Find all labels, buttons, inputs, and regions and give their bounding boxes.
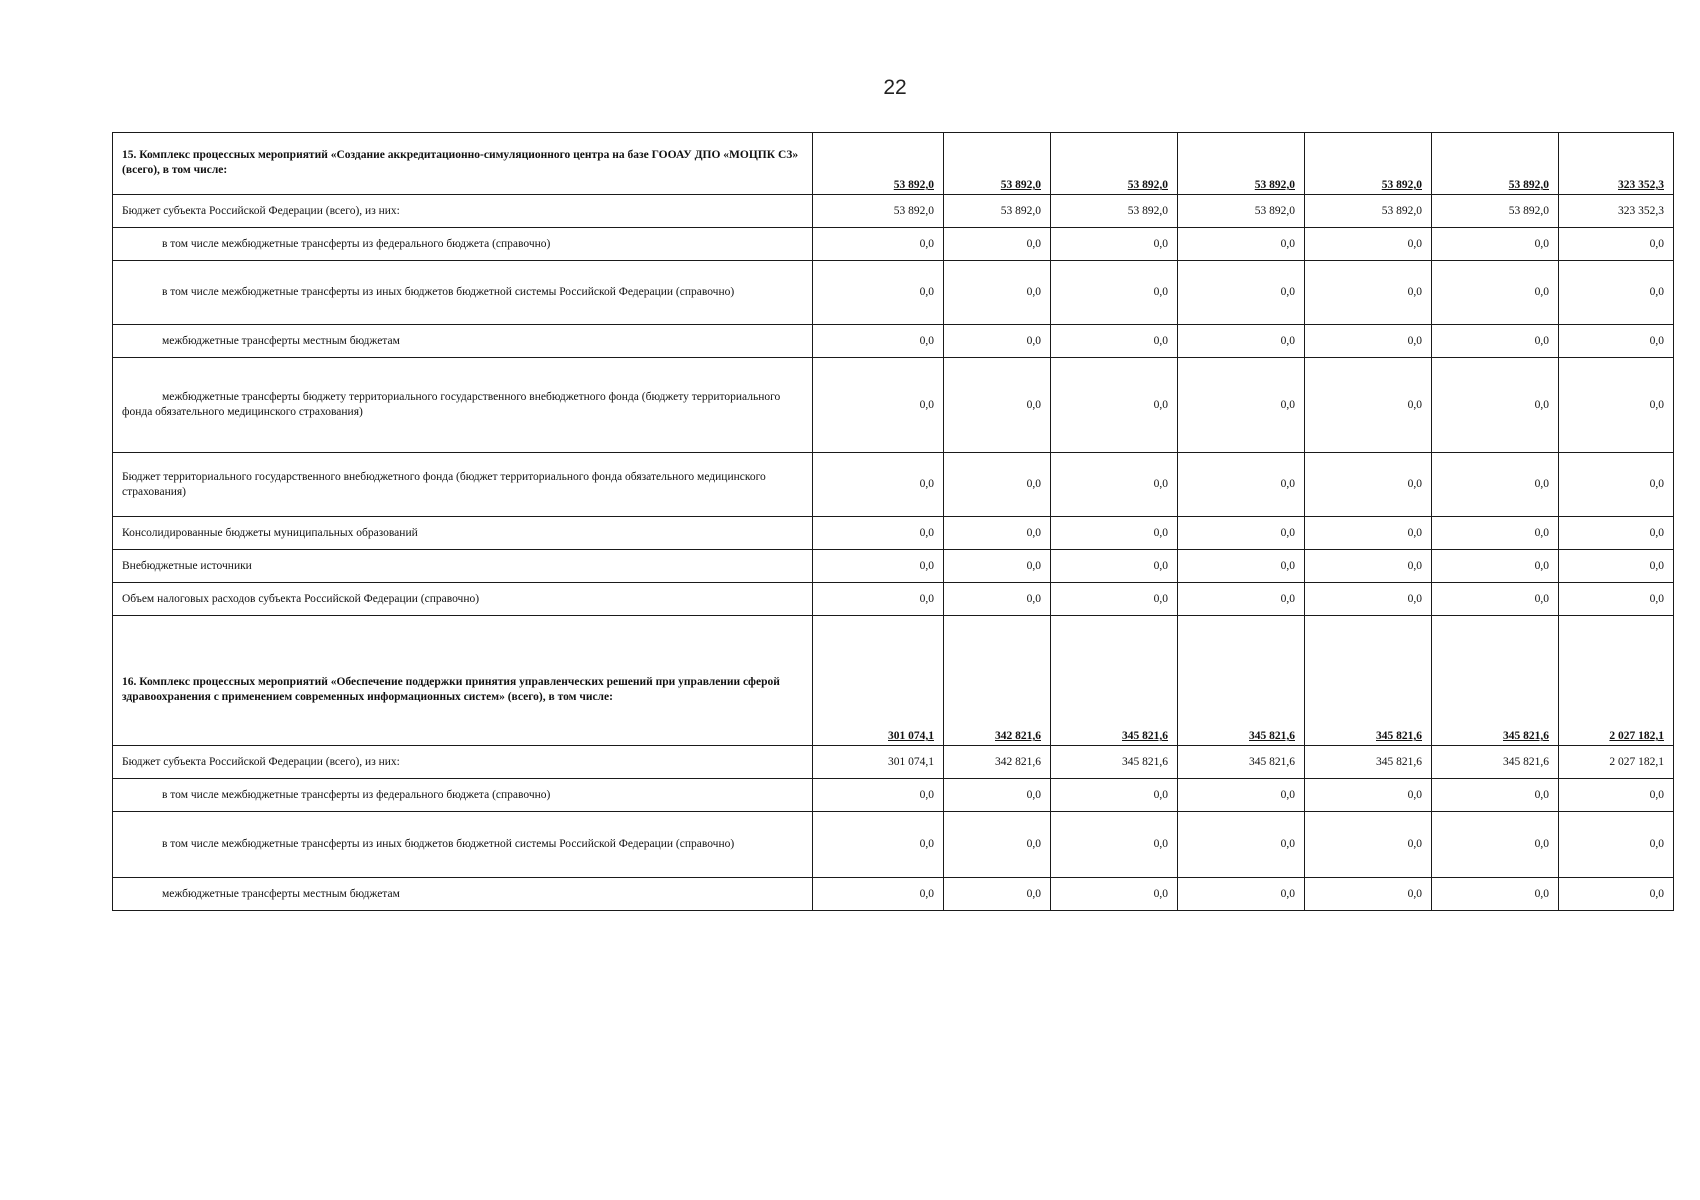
value-cell: 0,0 bbox=[813, 779, 944, 812]
total-cell: 323 352,3 bbox=[1559, 195, 1674, 228]
total-cell: 0,0 bbox=[1559, 878, 1674, 911]
value-cell: 0,0 bbox=[813, 261, 944, 325]
value-cell: 0,0 bbox=[1432, 779, 1559, 812]
value-cell: 0,0 bbox=[813, 812, 944, 878]
value-cell: 0,0 bbox=[1178, 228, 1305, 261]
value-cell: 0,0 bbox=[1178, 453, 1305, 517]
value-cell: 0,0 bbox=[813, 228, 944, 261]
value-cell: 0,0 bbox=[944, 453, 1051, 517]
row-label: в том числе межбюджетные трансферты из федерального бюджета (справочно) bbox=[113, 779, 813, 812]
value-cell: 0,0 bbox=[1432, 878, 1559, 911]
table-row bbox=[113, 779, 1674, 812]
value-cell: 0,0 bbox=[944, 812, 1051, 878]
total-cell: 0,0 bbox=[1559, 228, 1674, 261]
total-cell: 0,0 bbox=[1559, 779, 1674, 812]
table-row bbox=[113, 517, 1674, 550]
value-cell: 53 892,0 bbox=[944, 195, 1051, 228]
page-number: 22 bbox=[883, 76, 907, 99]
value-cell: 0,0 bbox=[944, 878, 1051, 911]
table-row bbox=[113, 195, 1674, 228]
value-cell: 0,0 bbox=[1051, 583, 1178, 616]
row-label: в том числе межбюджетные трансферты из иных бюджетов бюджетной системы Российской Федерации (справочно) bbox=[113, 812, 813, 878]
table-row bbox=[113, 261, 1674, 325]
value-cell: 301 074,1 bbox=[813, 616, 944, 746]
row-label: Бюджет субъекта Российской Федерации (всего), из них: bbox=[113, 195, 813, 228]
value-cell: 0,0 bbox=[1178, 517, 1305, 550]
value-cell: 0,0 bbox=[1305, 779, 1432, 812]
value-cell: 0,0 bbox=[1051, 325, 1178, 358]
value-cell: 0,0 bbox=[1051, 453, 1178, 517]
value-cell: 0,0 bbox=[1051, 550, 1178, 583]
value-cell: 0,0 bbox=[1051, 358, 1178, 453]
total-cell: 0,0 bbox=[1559, 517, 1674, 550]
total-cell: 0,0 bbox=[1559, 325, 1674, 358]
total-cell: 0,0 bbox=[1559, 812, 1674, 878]
value-cell: 0,0 bbox=[944, 261, 1051, 325]
value-cell: 0,0 bbox=[1178, 583, 1305, 616]
value-cell: 0,0 bbox=[1178, 878, 1305, 911]
value-cell: 0,0 bbox=[944, 517, 1051, 550]
value-cell: 345 821,6 bbox=[1432, 616, 1559, 746]
table-row bbox=[113, 746, 1674, 779]
value-cell: 0,0 bbox=[944, 325, 1051, 358]
table-row bbox=[113, 325, 1674, 358]
value-cell: 0,0 bbox=[1432, 228, 1559, 261]
total-cell: 0,0 bbox=[1559, 453, 1674, 517]
value-cell: 0,0 bbox=[1432, 812, 1559, 878]
value-cell: 0,0 bbox=[1305, 228, 1432, 261]
value-cell: 53 892,0 bbox=[1305, 133, 1432, 195]
value-cell: 0,0 bbox=[1178, 812, 1305, 878]
value-cell: 0,0 bbox=[1305, 261, 1432, 325]
value-cell: 0,0 bbox=[1305, 358, 1432, 453]
total-cell: 0,0 bbox=[1559, 358, 1674, 453]
row-label: межбюджетные трансферты местным бюджетам bbox=[113, 325, 813, 358]
value-cell: 0,0 bbox=[1432, 583, 1559, 616]
value-cell: 0,0 bbox=[1432, 358, 1559, 453]
value-cell: 0,0 bbox=[1305, 550, 1432, 583]
table-row-complex-16 bbox=[113, 616, 1674, 746]
value-cell: 0,0 bbox=[944, 583, 1051, 616]
value-cell: 0,0 bbox=[1305, 812, 1432, 878]
row-label: Бюджет территориального государственного внебюджетного фонда (бюджет территориального фонда обязательного медицинского страхования) bbox=[113, 453, 813, 517]
table-row bbox=[113, 878, 1674, 911]
value-cell: 53 892,0 bbox=[1178, 195, 1305, 228]
table-row bbox=[113, 583, 1674, 616]
value-cell: 0,0 bbox=[1051, 812, 1178, 878]
row-label: 15. Комплекс процессных мероприятий «Создание аккредитационно-симуляционного центра на базе ГООАУ ДПО «МОЦПК СЗ» (всего), в том числе: bbox=[113, 133, 813, 195]
value-cell: 0,0 bbox=[813, 878, 944, 911]
value-cell: 0,0 bbox=[944, 228, 1051, 261]
row-label: Консолидированные бюджеты муниципальных образований bbox=[113, 517, 813, 550]
value-cell: 0,0 bbox=[1432, 261, 1559, 325]
value-cell: 0,0 bbox=[1051, 517, 1178, 550]
total-cell: 0,0 bbox=[1559, 550, 1674, 583]
value-cell: 53 892,0 bbox=[944, 133, 1051, 195]
total-cell: 0,0 bbox=[1559, 261, 1674, 325]
value-cell: 345 821,6 bbox=[1305, 616, 1432, 746]
row-label: Объем налоговых расходов субъекта Российской Федерации (справочно) bbox=[113, 583, 813, 616]
value-cell: 345 821,6 bbox=[1178, 746, 1305, 779]
value-cell: 0,0 bbox=[1178, 779, 1305, 812]
value-cell: 0,0 bbox=[1305, 325, 1432, 358]
table-row-complex-15 bbox=[113, 133, 1674, 195]
row-label: Бюджет субъекта Российской Федерации (всего), из них: bbox=[113, 746, 813, 779]
value-cell: 0,0 bbox=[813, 325, 944, 358]
value-cell: 0,0 bbox=[1305, 878, 1432, 911]
value-cell: 0,0 bbox=[813, 358, 944, 453]
row-label: в том числе межбюджетные трансферты из федерального бюджета (справочно) bbox=[113, 228, 813, 261]
value-cell: 342 821,6 bbox=[944, 746, 1051, 779]
value-cell: 0,0 bbox=[1051, 261, 1178, 325]
total-cell: 323 352,3 bbox=[1559, 133, 1674, 195]
value-cell: 0,0 bbox=[944, 550, 1051, 583]
value-cell: 342 821,6 bbox=[944, 616, 1051, 746]
value-cell: 0,0 bbox=[1432, 453, 1559, 517]
row-label: межбюджетные трансферты местным бюджетам bbox=[113, 878, 813, 911]
value-cell: 0,0 bbox=[1432, 325, 1559, 358]
value-cell: 0,0 bbox=[1432, 517, 1559, 550]
row-label: Внебюджетные источники bbox=[113, 550, 813, 583]
value-cell: 0,0 bbox=[1305, 453, 1432, 517]
value-cell: 0,0 bbox=[1432, 550, 1559, 583]
value-cell: 0,0 bbox=[944, 779, 1051, 812]
value-cell: 0,0 bbox=[813, 453, 944, 517]
total-cell: 2 027 182,1 bbox=[1559, 616, 1674, 746]
value-cell: 0,0 bbox=[944, 358, 1051, 453]
table-row bbox=[113, 228, 1674, 261]
value-cell: 53 892,0 bbox=[813, 195, 944, 228]
value-cell: 0,0 bbox=[1178, 261, 1305, 325]
total-cell: 0,0 bbox=[1559, 583, 1674, 616]
value-cell: 53 892,0 bbox=[1432, 195, 1559, 228]
row-label: межбюджетные трансферты бюджету территориального государственного внебюджетного фонда (бюджету территориального фонда обязательного медицинского страхования) bbox=[113, 358, 813, 453]
value-cell: 345 821,6 bbox=[1432, 746, 1559, 779]
value-cell: 53 892,0 bbox=[813, 133, 944, 195]
value-cell: 0,0 bbox=[813, 517, 944, 550]
value-cell: 345 821,6 bbox=[1051, 616, 1178, 746]
value-cell: 53 892,0 bbox=[1178, 133, 1305, 195]
value-cell: 345 821,6 bbox=[1178, 616, 1305, 746]
value-cell: 0,0 bbox=[1178, 550, 1305, 583]
table-row bbox=[113, 812, 1674, 878]
value-cell: 301 074,1 bbox=[813, 746, 944, 779]
row-label: 16. Комплекс процессных мероприятий «Обеспечение поддержки принятия управленческих решений при управлении сферой здравоохранения с применением современных информационных систем» (всего), в том числе: bbox=[113, 616, 813, 746]
value-cell: 0,0 bbox=[1178, 325, 1305, 358]
total-cell: 2 027 182,1 bbox=[1559, 746, 1674, 779]
value-cell: 345 821,6 bbox=[1305, 746, 1432, 779]
row-label: в том числе межбюджетные трансферты из иных бюджетов бюджетной системы Российской Федерации (справочно) bbox=[113, 261, 813, 325]
value-cell: 53 892,0 bbox=[1051, 195, 1178, 228]
table-row bbox=[113, 453, 1674, 517]
table-row bbox=[113, 550, 1674, 583]
value-cell: 0,0 bbox=[1305, 583, 1432, 616]
value-cell: 0,0 bbox=[1305, 517, 1432, 550]
value-cell: 0,0 bbox=[1051, 779, 1178, 812]
value-cell: 53 892,0 bbox=[1305, 195, 1432, 228]
value-cell: 0,0 bbox=[1178, 358, 1305, 453]
value-cell: 53 892,0 bbox=[1432, 133, 1559, 195]
value-cell: 53 892,0 bbox=[1051, 133, 1178, 195]
value-cell: 345 821,6 bbox=[1051, 746, 1178, 779]
value-cell: 0,0 bbox=[1051, 228, 1178, 261]
table-row bbox=[113, 358, 1674, 453]
budget-table bbox=[112, 132, 1674, 911]
value-cell: 0,0 bbox=[1051, 878, 1178, 911]
value-cell: 0,0 bbox=[813, 550, 944, 583]
value-cell: 0,0 bbox=[813, 583, 944, 616]
